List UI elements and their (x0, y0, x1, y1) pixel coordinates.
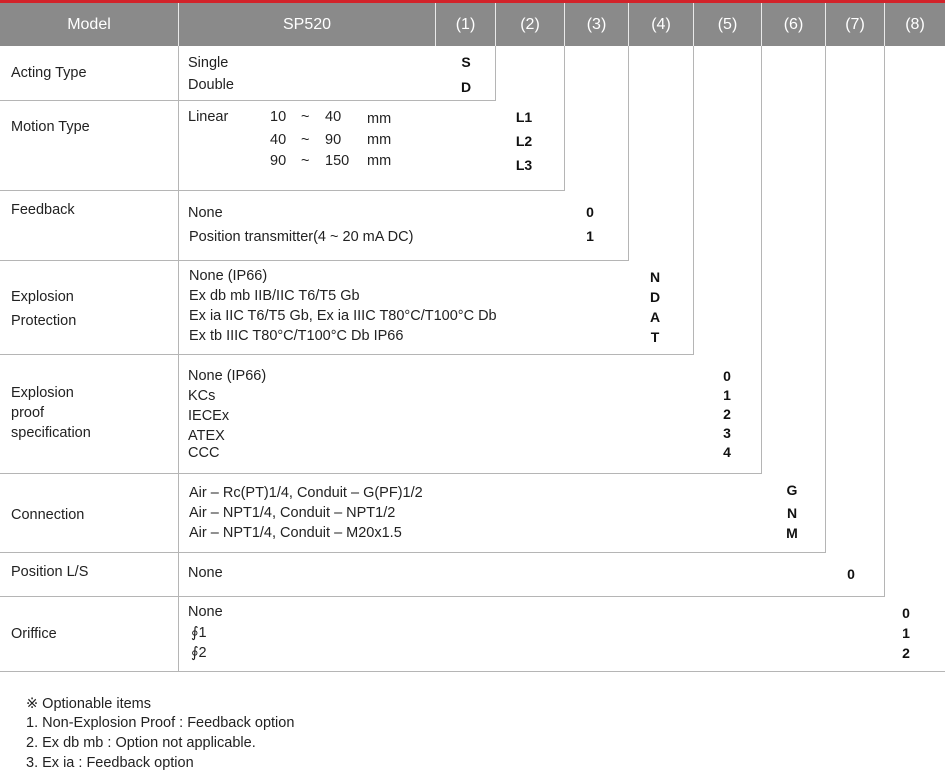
row-divider (0, 473, 762, 474)
range-1-unit: mm (367, 111, 392, 127)
header-col-4: (4) (651, 15, 671, 33)
option-conn-n: Air – NPT1/4, Conduit – NPT1/2 (189, 505, 396, 521)
row-label-motion-type: Motion Type (11, 119, 90, 135)
option-ep-db-mb: Ex db mb IIB/IIC T6/T5 Gb (189, 288, 360, 304)
row-divider (0, 190, 565, 191)
option-spec-none: None (IP66) (188, 368, 267, 384)
code-l3: L3 (515, 157, 533, 173)
code-s: S (461, 54, 471, 70)
code-spec-0: 0 (723, 368, 731, 384)
header-col-8: (8) (905, 15, 925, 33)
step-divider-6 (825, 46, 826, 553)
option-spec-kcs: KCs (188, 388, 216, 404)
row-label-explosion-spec-line3: specification (11, 425, 91, 441)
header-col-3: (3) (586, 15, 607, 33)
code-position-ls-0: 0 (847, 566, 855, 582)
header-col-6: (6) (783, 15, 804, 33)
code-spec-1: 1 (723, 387, 731, 403)
code-conn-g: G (786, 482, 798, 498)
code-feedback-0: 0 (586, 204, 594, 220)
note-3: 3. Ex ia : Feedback option (26, 755, 194, 771)
row-label-acting-type: Acting Type (11, 65, 87, 81)
code-l1: L1 (515, 109, 533, 125)
row-divider (0, 260, 629, 261)
step-divider-5 (761, 46, 762, 474)
range-2-sep: ~ (301, 132, 310, 148)
motion-kind: Linear (188, 109, 229, 125)
range-3-to: 150 (325, 153, 350, 169)
row-divider (0, 552, 826, 553)
option-ep-tb: Ex tb IIIC T80°C/T100°C Db IP66 (189, 328, 404, 344)
row-label-position-ls: Position L/S (11, 564, 89, 580)
option-position-transmitter: Position transmitter(4 ~ 20 mA DC) (189, 229, 414, 245)
option-ep-none: None (IP66) (189, 268, 268, 284)
row-label-explosion-protection-line1: Explosion (11, 289, 74, 305)
row-label-explosion-spec-line2: proof (11, 405, 45, 421)
option-feedback-none: None (188, 205, 223, 221)
notes-heading: ※ Optionable items (26, 696, 151, 712)
option-oriffice-2: ∮2 (191, 645, 207, 661)
row-label-explosion-protection-line2: Protection (11, 313, 77, 329)
row-divider (0, 354, 694, 355)
header-model-label: Model (67, 15, 111, 33)
range-1-from: 10 (270, 109, 287, 125)
code-oriffice-0: 0 (902, 605, 910, 621)
label-column-divider (178, 46, 179, 672)
code-spec-3: 3 (723, 425, 731, 441)
code-ep-t: T (650, 329, 660, 345)
row-label-oriffice: Oriffice (11, 626, 57, 642)
header-col-7: (7) (845, 15, 865, 33)
step-divider-1 (495, 46, 496, 101)
row-label-connection: Connection (11, 507, 85, 523)
option-oriffice-none: None (188, 604, 223, 620)
code-conn-m: M (786, 525, 798, 541)
step-divider-4 (693, 46, 694, 355)
row-divider (0, 596, 885, 597)
option-double: Double (188, 77, 234, 93)
header-col-5: (5) (717, 15, 738, 33)
step-divider-2 (564, 46, 565, 191)
note-2: 2. Ex db mb : Option not applicable. (26, 735, 256, 751)
row-divider (0, 100, 496, 101)
option-spec-ccc: CCC (188, 445, 220, 461)
table-bottom-border (0, 671, 945, 672)
range-1-to: 40 (325, 109, 342, 125)
header-col-1: (1) (455, 15, 476, 33)
option-oriffice-1: ∮1 (191, 625, 207, 641)
option-conn-g: Air – Rc(PT)1/4, Conduit – G(PF)1/2 (189, 485, 423, 501)
header-model-value: SP520 (282, 15, 332, 33)
range-3-from: 90 (270, 153, 287, 169)
range-2-from: 40 (270, 132, 287, 148)
code-spec-2: 2 (723, 406, 731, 422)
code-conn-n: N (786, 505, 798, 521)
option-ep-ia: Ex ia IIC T6/T5 Gb, Ex ia IIIC T80°C/T100°C Db (189, 308, 497, 324)
code-ep-d: D (649, 289, 661, 305)
option-spec-iecex: IECEx (188, 408, 230, 424)
code-oriffice-2: 2 (902, 645, 910, 661)
option-conn-m: Air – NPT1/4, Conduit – M20x1.5 (189, 525, 402, 541)
option-single: Single (188, 55, 229, 71)
code-spec-4: 4 (723, 444, 731, 460)
header-col-2: (2) (520, 15, 540, 33)
range-1-sep: ~ (301, 109, 310, 125)
code-d: D (460, 79, 472, 95)
code-l2: L2 (515, 133, 533, 149)
code-ep-n: N (649, 269, 661, 285)
code-feedback-1: 1 (586, 228, 594, 244)
option-spec-atex: ATEX (188, 428, 225, 444)
code-oriffice-1: 1 (902, 625, 910, 641)
code-ep-a: A (649, 309, 661, 325)
row-label-explosion-spec-line1: Explosion (11, 385, 74, 401)
option-position-ls-none: None (188, 565, 223, 581)
range-3-unit: mm (367, 153, 392, 169)
range-2-unit: mm (367, 132, 392, 148)
step-divider-3 (628, 46, 629, 261)
row-label-feedback: Feedback (11, 202, 75, 218)
range-3-sep: ~ (301, 153, 310, 169)
range-2-to: 90 (325, 132, 342, 148)
step-divider-7 (884, 46, 885, 597)
note-1: 1. Non-Explosion Proof : Feedback option (26, 715, 295, 731)
